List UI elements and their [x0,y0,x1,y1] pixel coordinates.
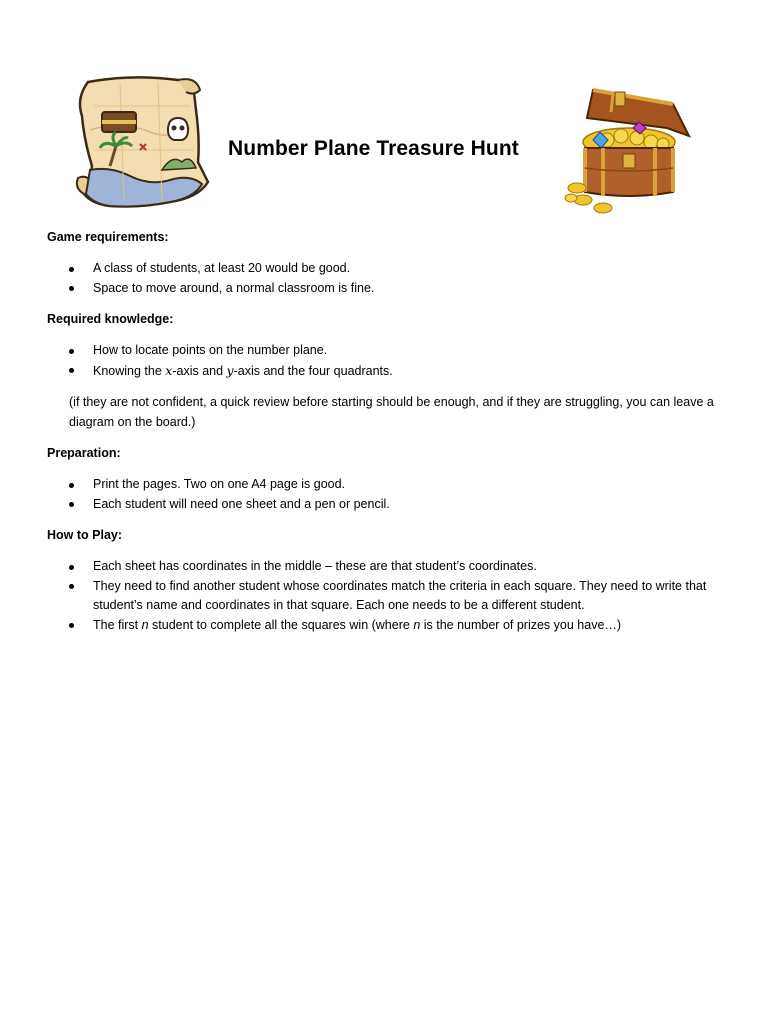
list-item: Knowing the x-axis and y-axis and the four quadrants. [47,361,727,382]
bullet-icon [69,286,74,291]
treasure-chest-icon [563,82,693,218]
section-heading-how-to-play: How to Play: [47,528,123,542]
variable-n: n [141,617,149,632]
section-heading-game-requirements: Game requirements: [47,230,169,244]
bullet-icon [69,502,74,507]
knowledge-note: (if they are not confident, a quick review before starting should be enough, and if they are struggling, you can leave a diagram on the board.) [69,395,714,429]
preparation-list [47,475,727,514]
bullet-icon [69,584,74,589]
list-item: Each sheet has coordinates in the middle – these are that student’s coordinates. [47,557,727,577]
bullet-icon [69,368,74,373]
required-knowledge-list [47,341,727,381]
bullet-icon [69,565,74,570]
list-item: How to locate points on the number plane. [47,341,727,361]
math-variable-y: y [226,362,234,378]
section-heading-required-knowledge: Required knowledge: [47,312,174,326]
list-item: Each student will need one sheet and a pen or pencil. [47,495,727,515]
list-item: Print the pages. Two on one A4 page is good. [47,475,727,495]
treasure-map-icon [70,70,212,212]
game-requirements-list [47,259,727,298]
list-item: They need to find another student whose coordinates match the criteria in each square. They need to write that student’s name and coordinates in that square. Each one needs to be a different student. [47,577,727,616]
document-body [47,228,727,635]
list-item: The first n student to complete all the squares win (where n is the number of prizes you have…) [47,616,727,636]
section-heading-preparation: Preparation: [47,446,121,460]
page-title: Number Plane Treasure Hunt [228,137,519,160]
bullet-icon [69,483,74,488]
bullet-icon [69,349,74,354]
math-variable-x: x [165,362,173,378]
how-to-play-list [47,557,727,635]
list-item: A class of students, at least 20 would be good. [47,259,727,279]
list-item: Space to move around, a normal classroom is fine. [47,279,727,299]
variable-n: n [413,617,421,632]
bullet-icon [69,623,74,628]
bullet-icon [69,267,74,272]
